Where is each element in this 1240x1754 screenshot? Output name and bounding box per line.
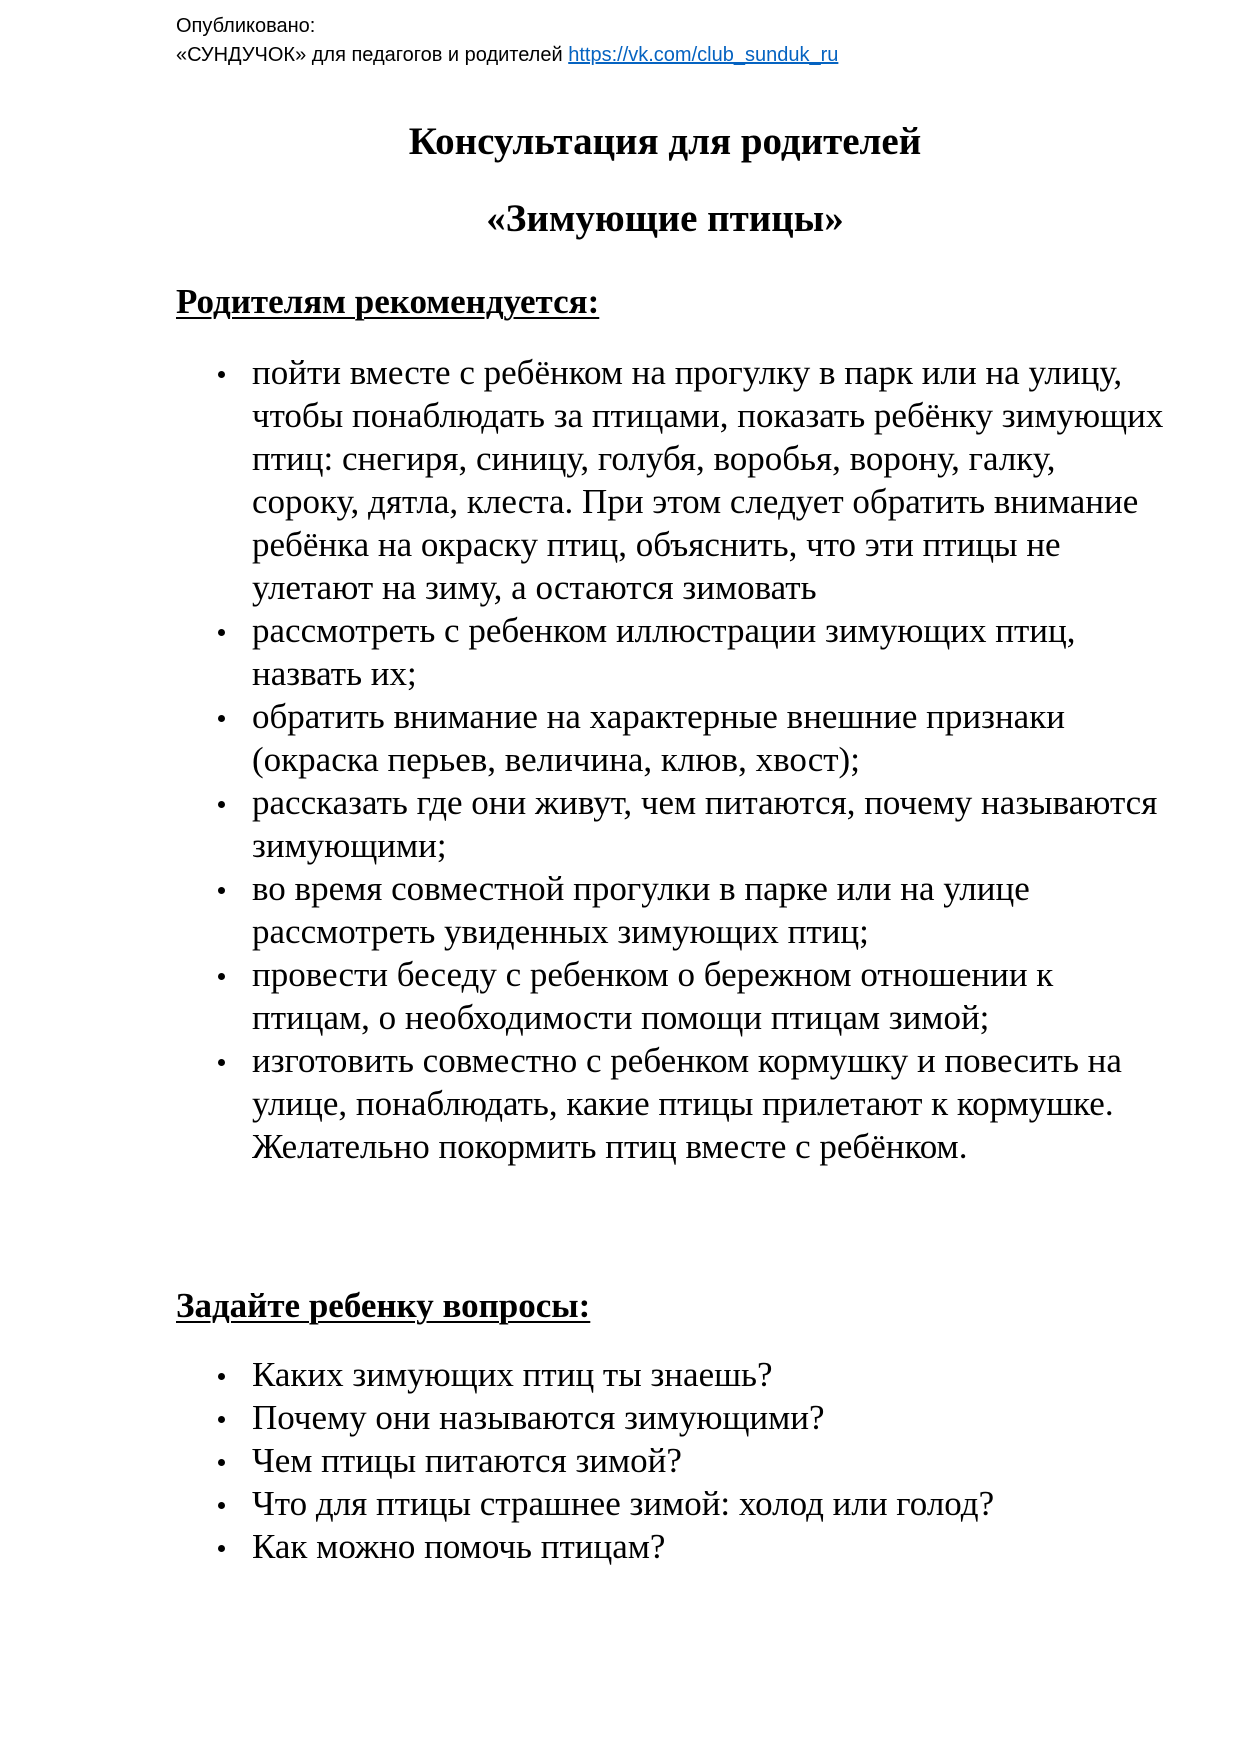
list-item [206, 1353, 1166, 1396]
bullet-icon [218, 371, 225, 378]
list-item-text: Почему они называются зимующими? [252, 1398, 825, 1437]
bullet-icon [218, 1545, 225, 1552]
document-subtitle: «Зимующие птицы» [486, 197, 844, 240]
questions-list [206, 1353, 1166, 1568]
list-item [206, 867, 1166, 953]
bullet-icon [218, 887, 225, 894]
recommend-heading: Родителям рекомендуется: [176, 282, 600, 321]
bullet-icon [218, 1059, 225, 1066]
list-item [206, 1525, 1166, 1568]
list-item-text: рассмотреть с ребенком иллюстрации зимующих птиц, назвать их; [252, 611, 1076, 693]
list-item-text: Каких зимующих птиц ты знаешь? [252, 1355, 773, 1394]
list-item-text: обратить внимание на характерные внешние признаки (окраска перьев, величина, клюв, хвост); [252, 697, 1065, 779]
bullet-icon [218, 1459, 225, 1466]
list-item [206, 781, 1166, 867]
bullet-icon [218, 801, 225, 808]
list-item [206, 1039, 1166, 1168]
bullet-icon [218, 1502, 225, 1509]
published-label: Опубликовано: [176, 15, 316, 37]
list-item-text: во время совместной прогулки в парке или на улице рассмотреть увиденных зимующих птиц; [252, 869, 1030, 951]
list-item [206, 695, 1166, 781]
list-item-text: провести беседу с ребенком о бережном отношении к птицам, о необходимости помощи птицам зимой; [252, 955, 1054, 1037]
bullet-icon [218, 715, 225, 722]
document-title: Консультация для родителей [408, 120, 922, 163]
list-item [206, 1482, 1166, 1525]
list-item [206, 351, 1166, 609]
list-item-text: рассказать где они живут, чем питаются, почему называются зимующими; [252, 783, 1158, 865]
recommend-list [206, 351, 1166, 1168]
bullet-icon [218, 1373, 225, 1380]
list-item [206, 609, 1166, 695]
list-item-text: Что для птицы страшнее зимой: холод или голод? [252, 1484, 995, 1523]
list-item-text: изготовить совместно с ребенком кормушку и повесить на улице, понаблюдать, какие птицы прилетают к кормушке. Желательно покормить птиц вместе с ребёнком. [252, 1041, 1122, 1166]
list-item [206, 1439, 1166, 1482]
publisher-link[interactable]: https://vk.com/club_sunduk_ru [568, 44, 839, 66]
questions-heading: Задайте ребенку вопросы: [176, 1286, 591, 1325]
bullet-icon [218, 1416, 225, 1423]
list-item [206, 1396, 1166, 1439]
list-item-text: Чем птицы питаются зимой? [252, 1441, 682, 1480]
bullet-icon [218, 629, 225, 636]
list-item [206, 953, 1166, 1039]
bullet-icon [218, 973, 225, 980]
list-item-text: Как можно помочь птицам? [252, 1527, 666, 1566]
publisher-line [176, 41, 838, 70]
publication-note [176, 12, 838, 70]
list-item-text: пойти вместе с ребёнком на прогулку в парк или на улицу, чтобы понаблюдать за птицами, показать ребёнку зимующих птиц: снегиря, синицу, голубя, воробья, ворону, галку, сороку, дятла, клеста. При этом следует обратить внимание ребёнка на окраску птиц, объяснить, что эти птицы не улетают на зиму, а остаются зимовать [252, 353, 1164, 607]
publisher-text: «СУНДУЧОК» для педагогов и родителей [176, 44, 569, 66]
